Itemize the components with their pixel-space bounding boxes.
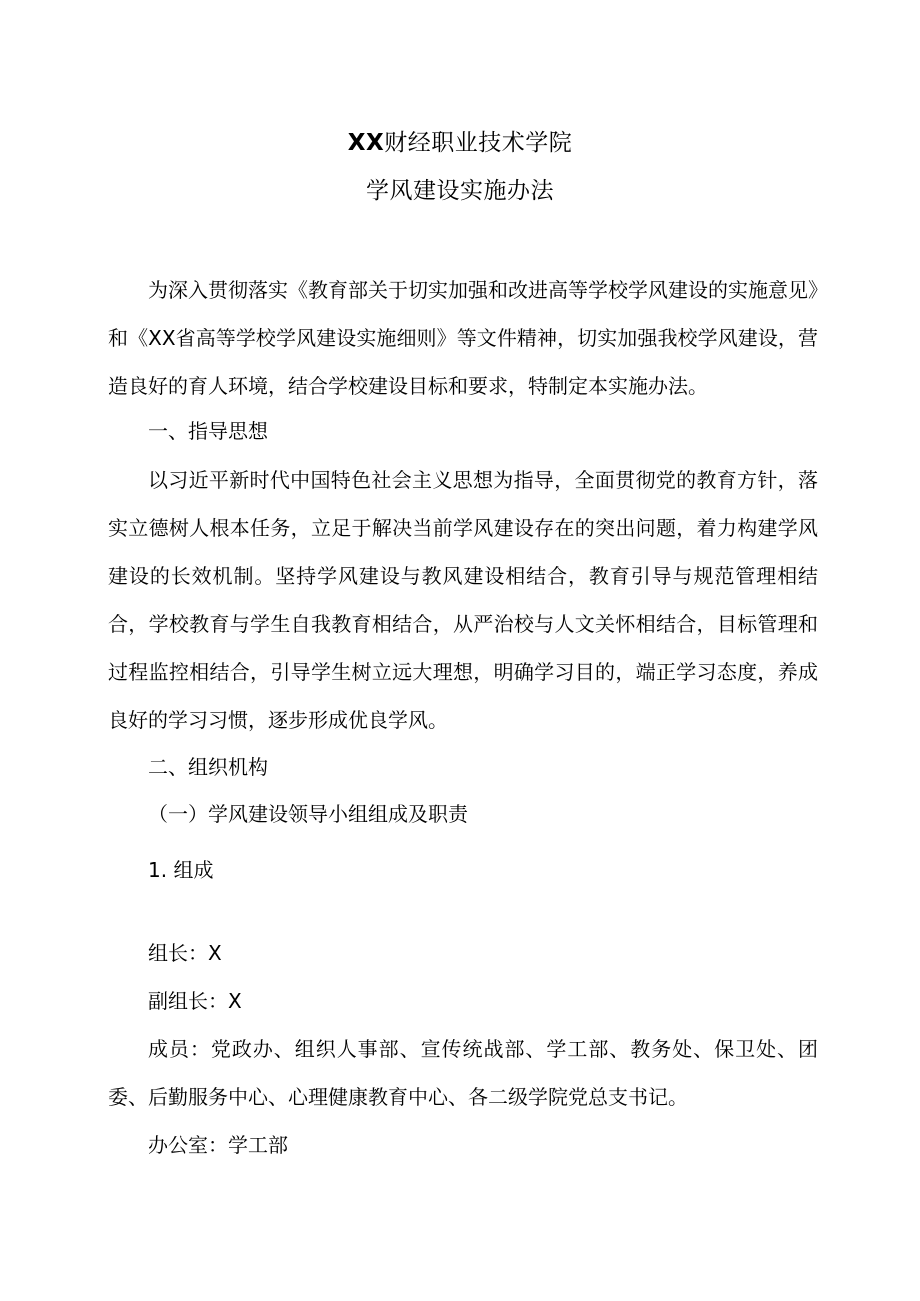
intro-block [108,266,818,410]
office-line: 办公室：学工部 [148,1133,288,1157]
section1-block [108,456,818,744]
document-title-line2: 学风建设实施办法 [366,178,554,204]
leader-line: 组长：X [148,941,222,965]
subsection1-heading: （一）学风建设领导小组组成及职责 [148,802,468,826]
title-prefix: XX [347,130,385,156]
item1-heading: 1. 组成 [148,858,214,882]
deputy-leader-line: 副组长：X [148,989,242,1013]
title-line1-text: 财经职业技术学院 [384,130,573,156]
section1-paragraph: 以习近平新时代中国特色社会主义思想为指导，全面贯彻党的教育方针，落实立德树人根本任务，立足于解决当前学风建设存在的突出问题，着力构建学风建设的长效机制。坚持学风建设与教风建设相结合，教育引导与规范管理相结合，学校教育与学生自我教育相结合，从严治校与人文关怀相结合，目标管理和过程监控相结合，引导学生树立远大理想，明确学习目的，端正学习态度，养成良好的学习习惯，逐步形成优良学风。 [108,468,818,732]
section1-heading: 一、指导思想 [148,419,268,443]
document-title-line1 [0,128,920,158]
section2-heading: 二、组织机构 [148,755,268,779]
members-block [108,1025,818,1121]
intro-paragraph: 为深入贯彻落实《教育部关于切实加强和改进高等学校学风建设的实施意见》和《XX省高等学校学风建设实施细则》等文件精神，切实加强我校学风建设，营造良好的育人环境，结合学校建设目标和要求，特制定本实施办法。 [108,278,818,398]
members-paragraph: 成员：党政办、组织人事部、宣传统战部、学工部、教务处、保卫处、团委、后勤服务中心、心理健康教育中心、各二级学院党总支书记。 [108,1037,818,1109]
